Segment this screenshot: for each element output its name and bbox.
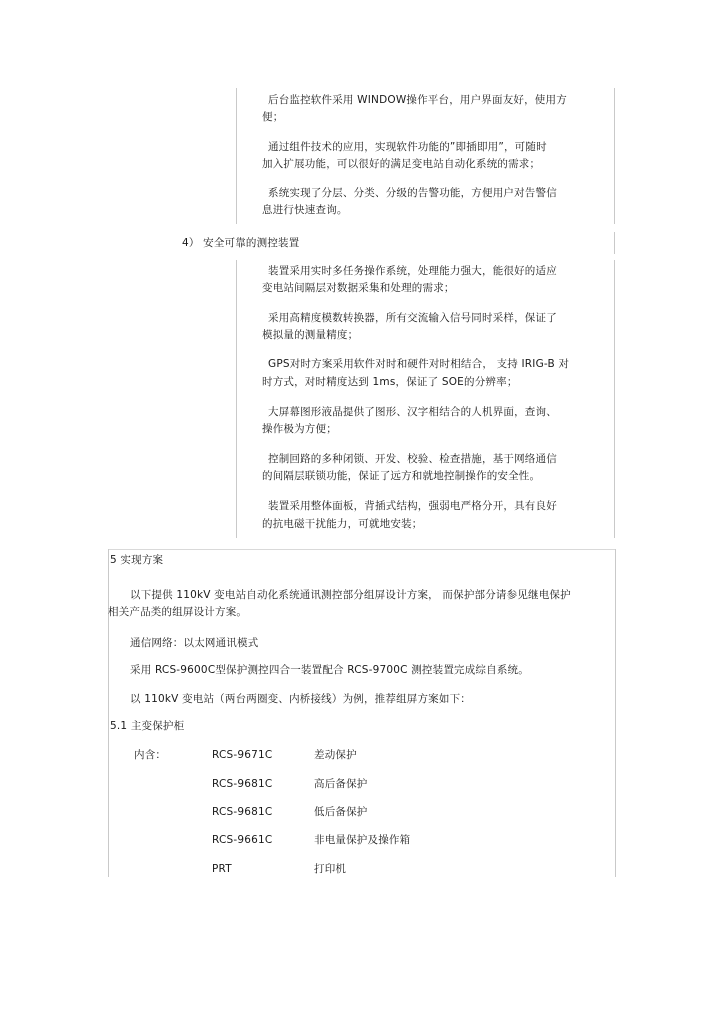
section-5-example: 以 110kV 变电站（两台两圈变、内桥接线）为例，推荐组屏方案如下： <box>130 693 471 705</box>
section-5-title: 5 实现方案 <box>110 554 164 566</box>
table-rule-left-3 <box>236 260 237 538</box>
block2-para1-line2: 变电站间隔层对数据采集和处理的需求； <box>262 282 455 294</box>
table-rule-right-3 <box>614 260 615 538</box>
equipment-model-3: RCS-9681C <box>212 806 273 818</box>
block2-para4-line2: 操作极为方便； <box>262 423 337 435</box>
table-rule-right-4 <box>615 549 616 877</box>
equipment-desc-1: 差动保护 <box>314 749 357 761</box>
block1-para2-line1: 通过组件技术的应用，实现软件功能的”即插即用”，可随时 <box>268 141 547 153</box>
section-heading-4: 4） 安全可靠的测控装置 <box>182 237 300 249</box>
equipment-desc-5: 打印机 <box>314 863 347 875</box>
table-rule-top-4 <box>108 549 616 550</box>
table-rule-left-1 <box>236 88 237 224</box>
section-5-1-title: 5.1 主变保护柜 <box>110 720 185 732</box>
block2-para6-line1: 装置采用整体面板，背插式结构，强弱电严格分开，具有良好 <box>268 500 557 512</box>
block1-para1-line2: 便； <box>262 111 284 123</box>
block2-para3-line2: 时方式，对时精度达到 1ms，保证了 SOE的分辨率； <box>262 376 518 388</box>
equipment-model-4: RCS-9661C <box>212 834 273 846</box>
block2-para4-line1: 大屏幕图形液晶提供了图形、汉字相结合的人机界面，查询、 <box>268 406 557 418</box>
section-5-adopt: 采用 RCS-9600C型保护测控四合一装置配合 RCS-9700C 测控装置完成综自系统。 <box>130 664 529 676</box>
block1-para1-line1: 后台监控软件采用 WINDOW操作平台，用户界面友好，使用方 <box>268 94 567 106</box>
equipment-model-5: PRT <box>212 863 232 875</box>
section-5-para1-line2: 相关产品类的组屏设计方案。 <box>108 606 248 618</box>
equipment-desc-4: 非电量保护及操作箱 <box>314 834 411 846</box>
block2-para5-line2: 的间隔层联锁功能，保证了远方和就地控制操作的安全性。 <box>262 470 541 482</box>
section-5-network: 通信网络：以太网通讯模式 <box>130 637 259 649</box>
equipment-desc-2: 高后备保护 <box>314 778 368 790</box>
block2-para5-line1: 控制回路的多种闭锁、开发、校验、检查措施，基于网络通信 <box>268 453 557 465</box>
contains-label: 内含： <box>134 749 167 761</box>
block2-para2-line2: 模拟量的测量精度； <box>262 329 359 341</box>
section-5-para1-line1: 以下提供 110kV 变电站自动化系统通讯测控部分组屏设计方案， 而保护部分请参见继电保护 <box>130 589 571 601</box>
table-rule-right-1 <box>614 88 615 224</box>
table-rule-right-2 <box>614 232 615 254</box>
block1-para3-line1: 系统实现了分层、分类、分级的告警功能，方便用户对告警信 <box>268 187 557 199</box>
block1-para3-line2: 息进行快速查询。 <box>262 204 348 216</box>
equipment-model-2: RCS-9681C <box>212 778 273 790</box>
equipment-desc-3: 低后备保护 <box>314 806 368 818</box>
block2-para2-line1: 采用高精度模数转换器，所有交流输入信号同时采样，保证了 <box>268 312 557 324</box>
equipment-model-1: RCS-9671C <box>212 749 273 761</box>
block1-para2-line2: 加入扩展功能，可以很好的满足变电站自动化系统的需求； <box>262 158 541 170</box>
block2-para1-line1: 装置采用实时多任务操作系统，处理能力强大，能很好的适应 <box>268 265 557 277</box>
block2-para6-line2: 的抗电磁干扰能力，可就地安装； <box>262 518 423 530</box>
table-rule-left-4 <box>108 549 109 877</box>
block2-para3-line1: GPS对时方案采用软件对时和硬件对时相结合， 支持 IRIG-B 对 <box>268 358 570 370</box>
